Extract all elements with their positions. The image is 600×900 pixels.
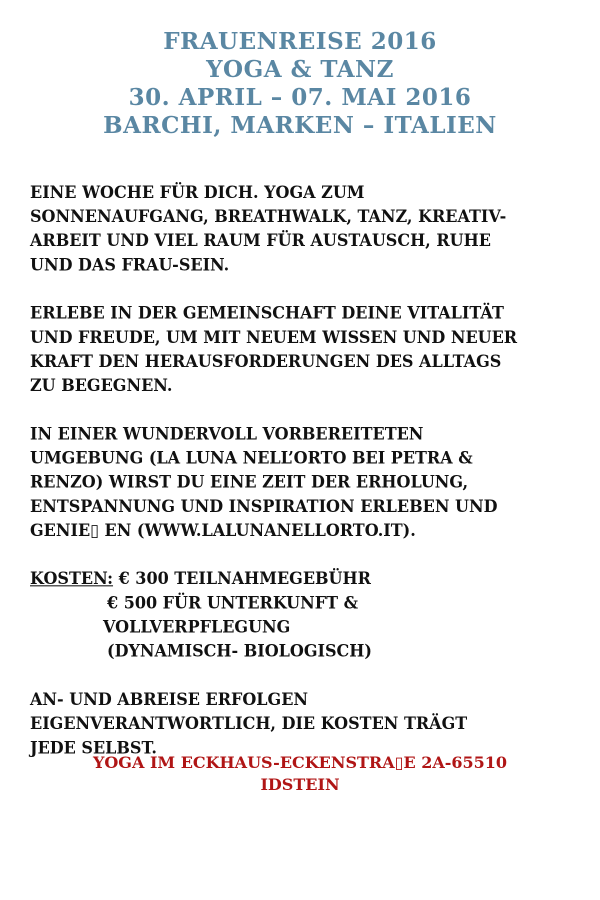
costs-full-board: VOLLVERPFLEGUNG [103,616,291,637]
text-line: KRAFT DEN HERAUSFORDERUNGEN DES ALLTAGS [30,351,502,372]
text-line: EINE WOCHE FÜR DICH. YOGA ZUM [30,182,365,203]
title-line-1: FRAUENREISE 2016 [163,28,437,55]
costs-section [30,566,575,663]
text-line: UND FREUDE, UM MIT NEUEM WISSEN UND NEUER [30,327,518,347]
costs-label: KOSTEN: [30,568,114,589]
text-line: UND DAS FRAU-SEIN. [30,254,230,275]
text-line: ERLEBE IN DER GEMEINSCHAFT DEINE VITALITÄT [30,302,504,323]
text-line: RENZO) WIRST DU EINE ZEIT DER ERHOLUNG, [30,471,469,492]
footer-line-1: YOGA IM ECKHAUS-ECKENSTRA▯E 2A-65510 [92,753,508,772]
title-line-2: YOGA & TANZ [206,56,394,83]
paragraph-travel [30,687,575,759]
title-line-4: BARCHI, MARKEN – ITALIEN [103,112,497,139]
paragraph-community [30,301,575,398]
text-line: UMGEBUNG (LA LUNA NELL’ORTO BEI PETRA & [30,447,473,468]
paragraph-location [30,422,575,543]
footer-address [0,752,600,796]
text-line: SONNENAUFGANG, BREATHWALK, TANZ, KREATIV- [30,206,507,227]
costs-line-1 [30,566,575,590]
text-line: EIGENVERANTWORTLICH, DIE KOSTEN TRÄGT [30,713,468,734]
text-line: ARBEIT UND VIEL RAUM FÜR AUSTAUSCH, RUHE [30,230,491,251]
text-line: JEDE SELBST. [30,737,157,758]
paragraph-intro [30,180,575,277]
title-block [0,28,600,140]
footer-line-2: IDSTEIN [260,775,340,794]
text-line: GENIE▯ EN (WWW.LALUNANELLORTO.IT). [30,520,416,541]
body-text [30,180,575,784]
text-line: ENTSPANNUNG UND INSPIRATION ERLEBEN UND [30,496,498,516]
costs-dynamic-biological: (DYNAMISCH- BIOLOGISCH) [107,640,372,661]
text-line: IN EINER WUNDERVOLL VORBEREITETEN [30,423,424,444]
text-line: ZU BEGEGNEN. [30,375,173,396]
costs-accommodation: € 500 FÜR UNTERKUNFT & [107,592,359,613]
title-line-3: 30. APRIL – 07. MAI 2016 [128,84,472,111]
costs-participation-fee: € 300 TEILNAHMEGEBÜHR [113,568,371,589]
text-line: AN- UND ABREISE ERFOLGEN [30,689,309,710]
